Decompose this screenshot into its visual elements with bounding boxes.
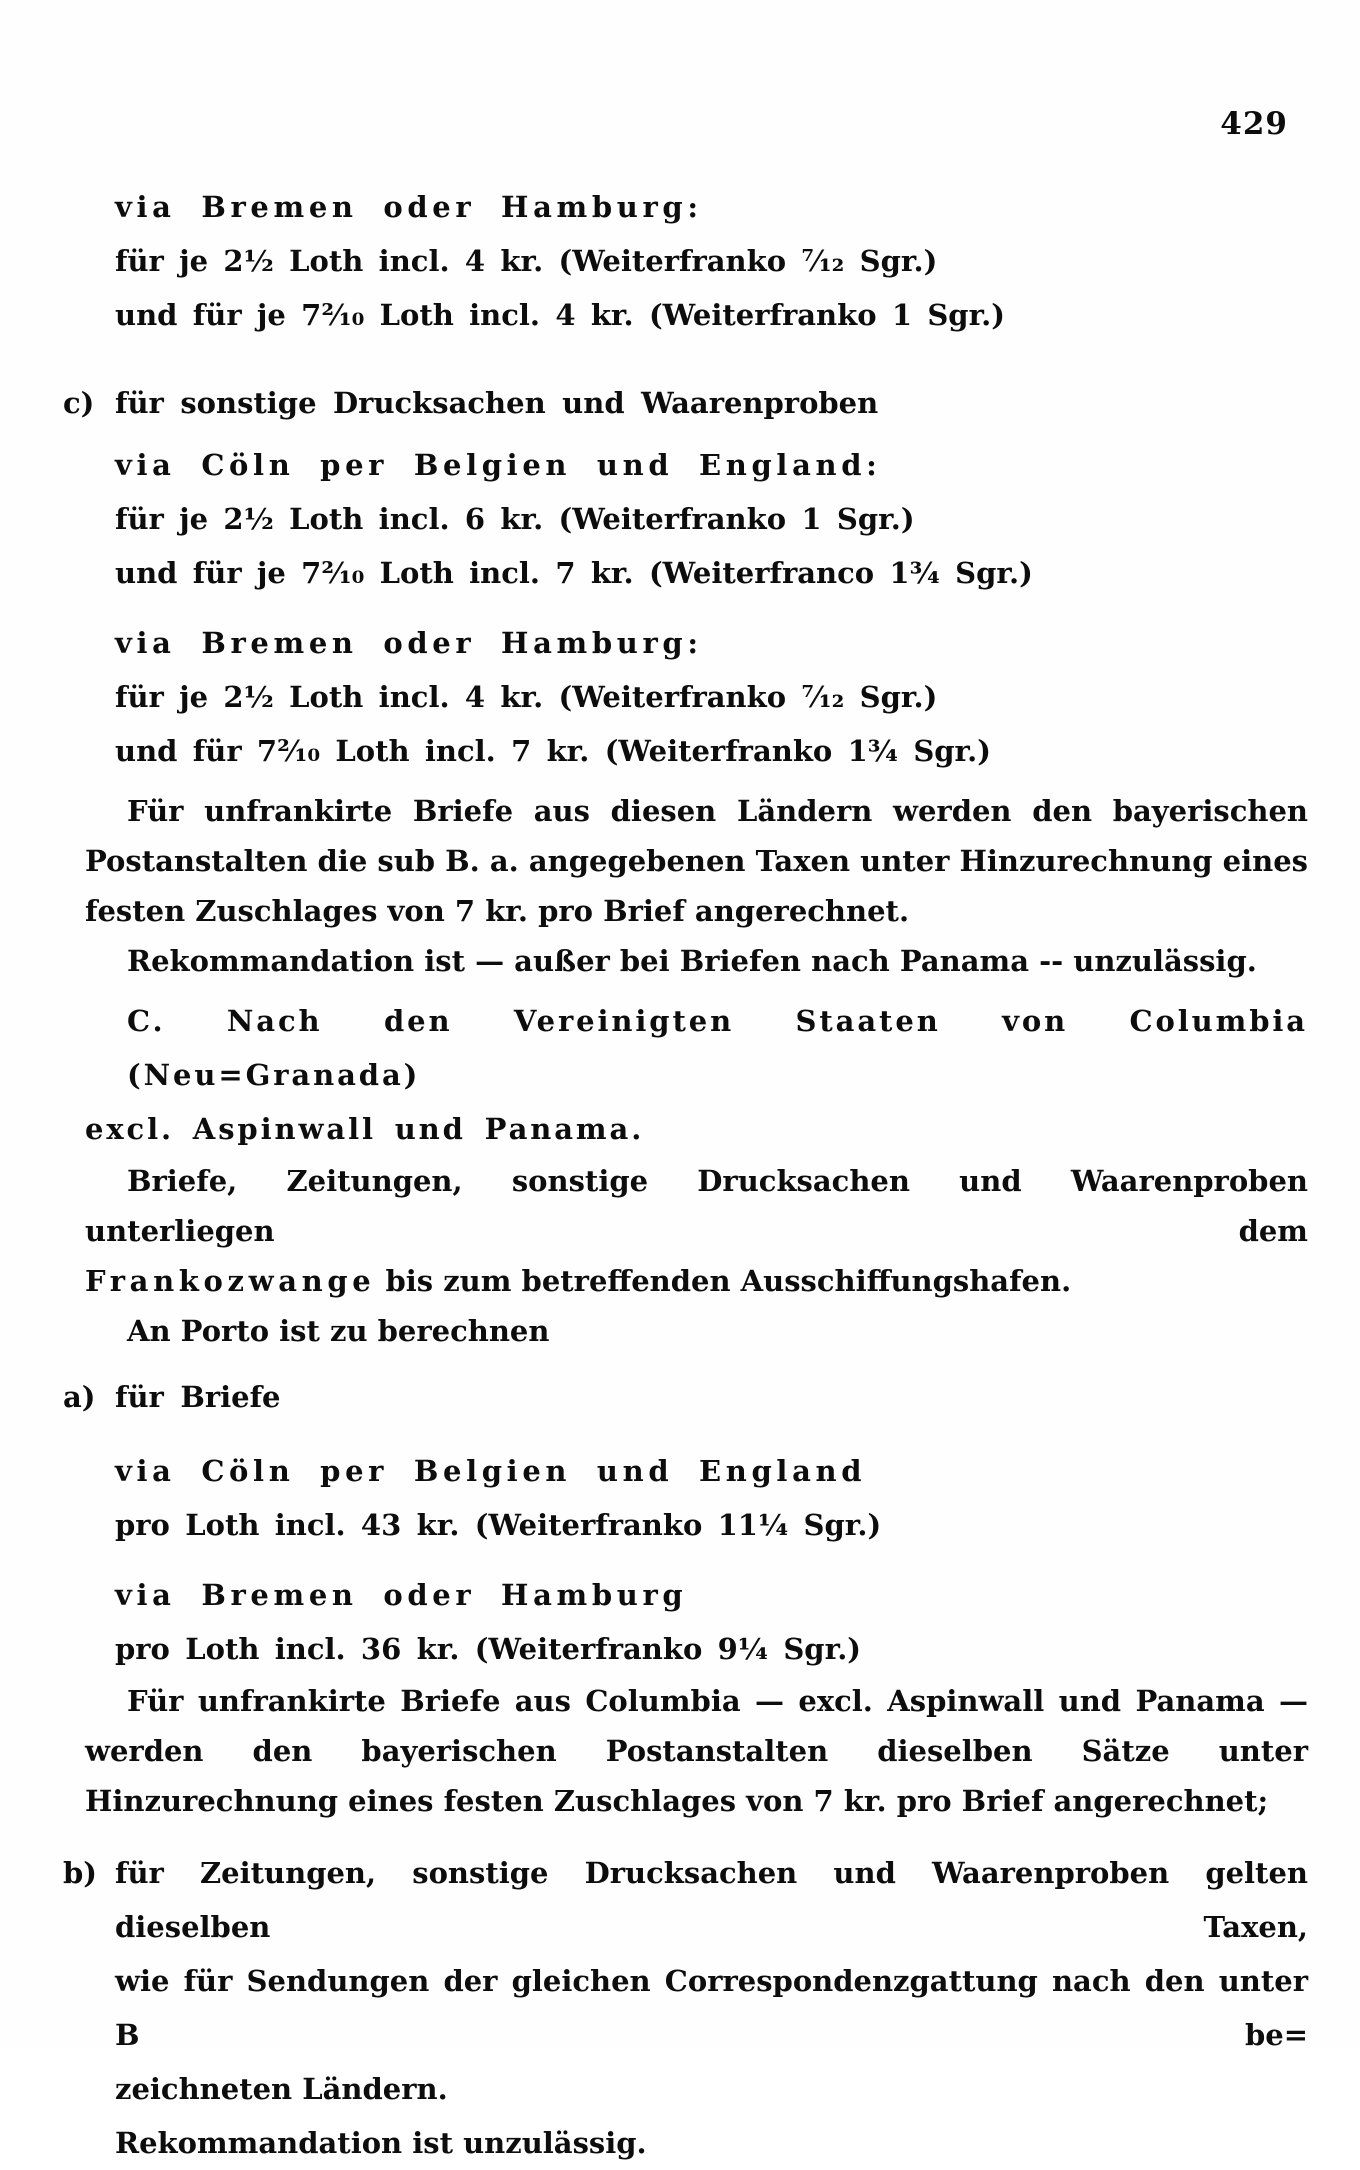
tariff-line: und für je 7²⁄₁₀ Loth incl. 4 kr. (Weiterfranko 1 Sgr.) [115, 298, 1005, 332]
item-a-text: für Briefe [115, 1380, 281, 1414]
paragraph-unfrankirte-columbia: Für unfrankirte Briefe aus Columbia — excl. Aspinwall und Panama — werden den bayerischen Postanstalten dieselben Sätze unter Hinzurechnung eines festen Zuschlages von 7 kr. pro Brief angerechnet; [85, 1684, 1308, 1818]
tariff-block-coeln [115, 438, 1308, 600]
list-item-b [63, 1846, 1308, 2170]
list-item-a [63, 1370, 1308, 1676]
paragraph-porto: An Porto ist zu berechnen [127, 1314, 550, 1348]
section-c-heading [85, 994, 1308, 1156]
tariff-line: und für 7²⁄₁₀ Loth incl. 7 kr. (Weiterfranko 1¾ Sgr.) [115, 734, 991, 768]
tariff-line: für je 2½ Loth incl. 4 kr. (Weiterfranko ⁷⁄₁₂ Sgr.) [115, 244, 938, 278]
tariff-line: für je 2½ Loth incl. 4 kr. (Weiterfranko ⁷⁄₁₂ Sgr.) [115, 680, 938, 714]
paragraph-rekommandation-unzulaessig: Rekommandation ist unzulässig. [115, 2126, 647, 2160]
tariff-line: und für je 7²⁄₁₀ Loth incl. 7 kr. (Weiterfranco 1¾ Sgr.) [115, 556, 1033, 590]
page-content [63, 180, 1308, 2170]
item-label-b: b) [63, 1856, 97, 1890]
section-c-heading-line2: excl. Aspinwall und Panama. [85, 1112, 645, 1146]
page-number: 429 [1220, 106, 1288, 142]
paragraph-frankozwang-line2-rest: bis zum betreffenden Ausschiffungshafen. [375, 1264, 1072, 1298]
paragraph-frankozwang-line2 [85, 1256, 1308, 1306]
item-c-text: für sonstige Drucksachen und Waarenproben [115, 386, 879, 420]
item-b-line: für Zeitungen, sonstige Drucksachen und Waarenproben gelten dieselben Taxen, [115, 1856, 1308, 1944]
tariff-block-bremen-top [115, 180, 1308, 342]
paragraph-rekommandation-panama: Rekommandation ist — außer bei Briefen nach Panama -- unzulässig. [127, 944, 1257, 978]
route-heading: via Cöln per Belgien und England [115, 1454, 867, 1488]
tariff-block-a-bremen [115, 1568, 1308, 1676]
route-heading: via Cöln per Belgien und England: [115, 448, 882, 482]
item-label-a: a) [63, 1380, 96, 1414]
list-item-c [63, 376, 1308, 778]
route-heading: via Bremen oder Hamburg: [115, 190, 703, 224]
paragraph-frankozwang [85, 1156, 1308, 1306]
tariff-line: für je 2½ Loth incl. 6 kr. (Weiterfranko 1 Sgr.) [115, 502, 915, 536]
item-label-c: c) [63, 386, 95, 420]
spaced-word-frankozwange: Frankozwange [85, 1264, 376, 1298]
item-b-line: wie für Sendungen der gleichen Correspondenzgattung nach den unter B be= [115, 1964, 1308, 2052]
section-c-heading-line1: C. Nach den Vereinigten Staaten von Columbia (Neu=Granada) [127, 1004, 1308, 1092]
paragraph-unfrankirte-laender: Für unfrankirte Briefe aus diesen Ländern werden den bayerischen Postanstalten die sub B. a. angegebenen Taxen unter Hinzurechnung eines festen Zuschlages von 7 kr. pro Brief angerechnet. [85, 794, 1308, 928]
tariff-line: pro Loth incl. 43 kr. (Weiterfranko 11¼ Sgr.) [115, 1508, 882, 1542]
item-b-line: zeichneten Ländern. [115, 2072, 448, 2106]
tariff-block-a-coeln [115, 1444, 1308, 1552]
tariff-line: pro Loth incl. 36 kr. (Weiterfranko 9¼ Sgr.) [115, 1632, 862, 1666]
route-heading: via Bremen oder Hamburg: [115, 626, 703, 660]
item-b-text [115, 1846, 1308, 2116]
tariff-block-bremen [115, 616, 1308, 778]
paragraph-frankozwang-line1: Briefe, Zeitungen, sonstige Drucksachen und Waarenproben unterliegen dem [85, 1164, 1308, 1248]
route-heading: via Bremen oder Hamburg [115, 1578, 688, 1612]
